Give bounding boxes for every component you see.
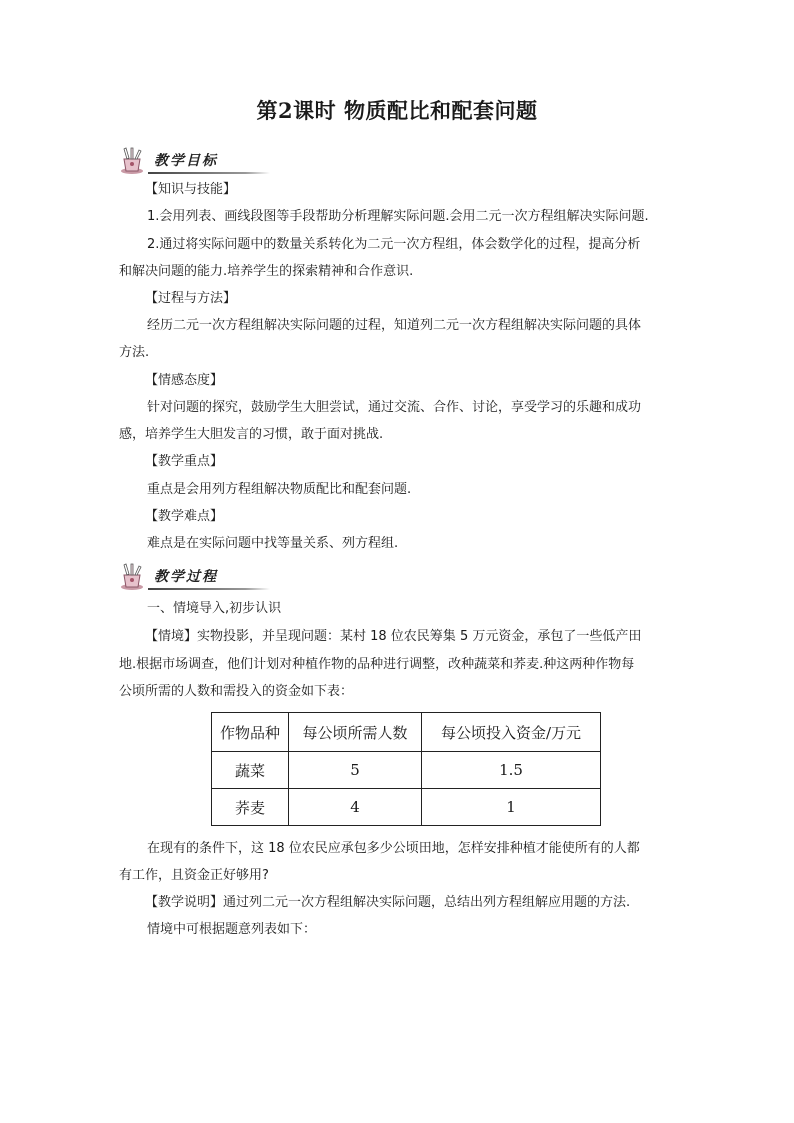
- section-title-objectives: 教学目标: [154, 153, 218, 169]
- objective-text: 2.通过将实际问题中的数量关系转化为二元一次方程组，体会数学化的过程，提高分析: [147, 237, 641, 252]
- attitude-heading: 【情感态度】: [145, 373, 224, 388]
- section-header-process: [118, 562, 278, 592]
- attitude-text: 感，培养学生大胆发言的习惯，敢于面对挑战.: [119, 427, 384, 442]
- difficulty-text: 难点是在实际问题中找等量关系、列方程组.: [147, 536, 399, 551]
- key-point-text: 重点是会用列方程组解决物质配比和配套问题.: [147, 482, 412, 497]
- table-header-cell: 每公顷所需人数: [289, 713, 422, 752]
- table-cell: 4: [289, 789, 422, 826]
- section-title-process: 教学过程: [154, 569, 218, 585]
- list-intro-text: 情境中可根据题意列表如下：: [147, 922, 317, 937]
- scenario-text: 【情境】实物投影，并呈现问题：某村 18 位农民筹集 5 万元资金，承包了一些低产田: [145, 629, 642, 644]
- page-title: 第2课时 物质配比和配套问题: [256, 98, 538, 123]
- method-heading: 【过程与方法】: [145, 291, 237, 306]
- pencil-cup-icon: [118, 562, 152, 592]
- table-row: [212, 789, 601, 826]
- section-header-objectives: [118, 146, 278, 176]
- objective-text: 1.会用列表、画线段图等手段帮助分析理解实际问题.会用二元一次方程组解决实际问题.: [147, 209, 649, 224]
- table-cell: 1.5: [422, 752, 601, 789]
- table-header-cell: 每公顷投入资金/万元: [422, 713, 601, 752]
- teaching-note: 【教学说明】通过列二元一次方程组解决实际问题，总结出列方程组解应用题的方法.: [145, 895, 631, 910]
- question-text: 在现有的条件下，这 18 位农民应承包多少公顷田地，怎样安排种植才能使所有的人都: [147, 841, 640, 856]
- difficulty-heading: 【教学难点】: [145, 509, 224, 524]
- scenario-text: 地.根据市场调查，他们计划对种植作物的品种进行调整，改种蔬菜和荞麦.种这两种作物每: [119, 657, 635, 672]
- method-text: 方法.: [119, 345, 150, 360]
- table-row: [212, 752, 601, 789]
- crop-table: [211, 712, 601, 826]
- table-cell: 荞麦: [212, 789, 289, 826]
- key-point-heading: 【教学重点】: [145, 454, 224, 469]
- method-text: 经历二元一次方程组解决实际问题的过程，知道列二元一次方程组解决实际问题的具体: [147, 318, 642, 333]
- section-underline: [148, 172, 270, 174]
- scenario-text: 公顷所需的人数和需投入的资金如下表：: [119, 684, 354, 699]
- pencil-cup-icon: [118, 146, 152, 176]
- objective-text: 和解决问题的能力.培养学生的探索精神和合作意识.: [119, 264, 414, 279]
- table-cell: 5: [289, 752, 422, 789]
- attitude-text: 针对问题的探究，鼓励学生大胆尝试，通过交流、合作、讨论，享受学习的乐趣和成功: [147, 400, 642, 415]
- section-underline: [148, 588, 270, 590]
- table-header-row: [212, 713, 601, 752]
- part-heading: 一、情境导入,初步认识: [147, 601, 282, 616]
- question-text: 有工作，且资金正好够用?: [119, 868, 269, 883]
- table-cell: 蔬菜: [212, 752, 289, 789]
- table-header-cell: 作物品种: [212, 713, 289, 752]
- table-cell: 1: [422, 789, 601, 826]
- knowledge-heading: 【知识与技能】: [145, 182, 237, 197]
